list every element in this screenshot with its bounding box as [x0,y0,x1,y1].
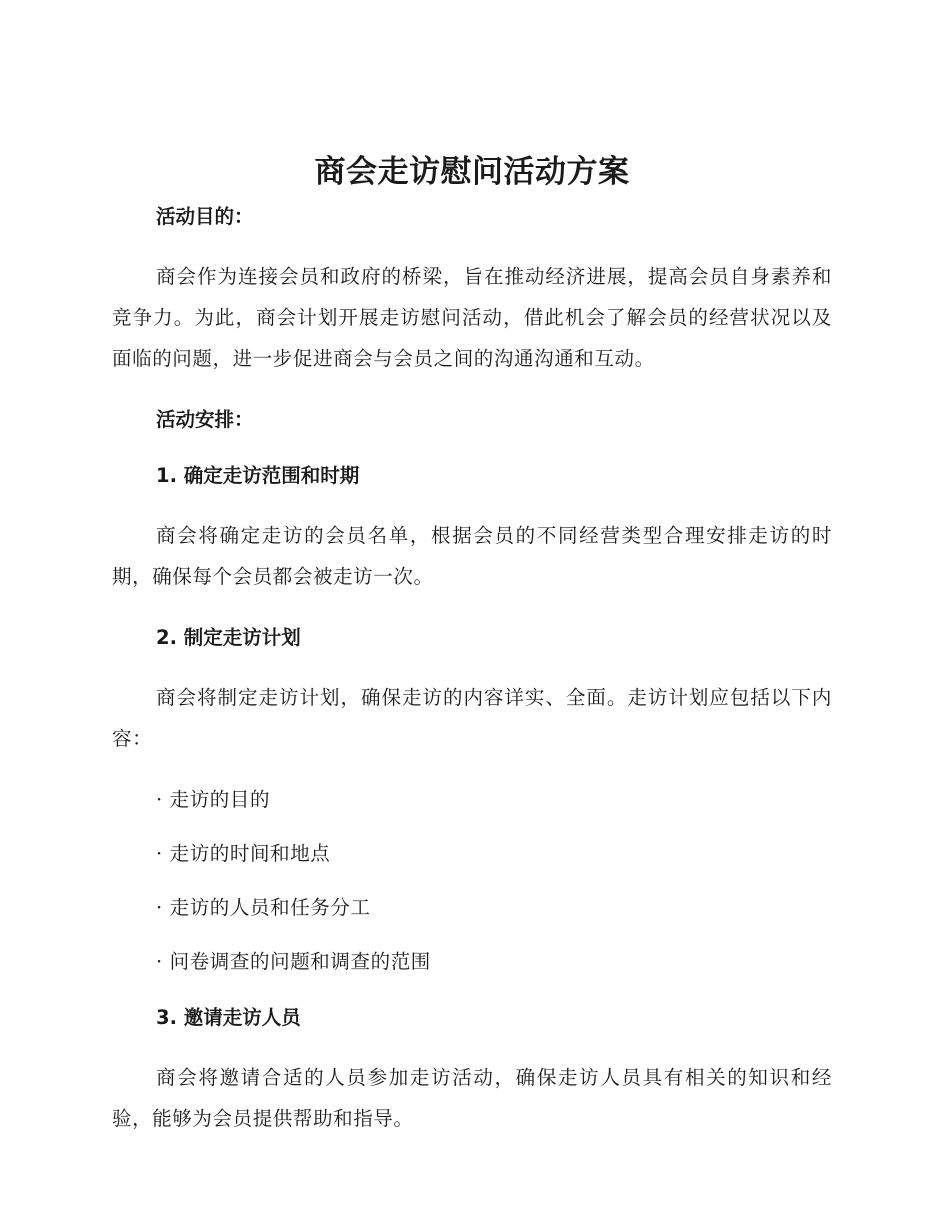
bullet-item: · 走访的人员和任务分工 [156,896,371,919]
document-title: 商会走访慰问活动方案 [314,154,630,190]
bullet-item: · 走访的目的 [156,788,271,811]
step2-paragraph: 商会将制定走访计划，确保走访的内容详实、全面。走访计划应包括以下内容： [112,686,832,750]
step2-heading: 2. 制定走访计划 [156,626,301,649]
step1-paragraph: 商会将确定走访的会员名单，根据会员的不同经营类型合理安排走访的时期，确保每个会员都会被走访一次。 [112,524,832,588]
section-heading-arrangement: 活动安排： [156,408,254,431]
step3-paragraph: 商会将邀请合适的人员参加走访活动，确保走访人员具有相关的知识和经验，能够为会员提供帮助和指导。 [112,1066,832,1130]
purpose-paragraph: 商会作为连接会员和政府的桥梁，旨在推动经济进展，提高会员自身素养和竞争力。为此，商会计划开展走访慰问活动，借此机会了解会员的经营状况以及面临的问题，进一步促进商会与会员之间的沟通沟通和互动。 [112,265,832,370]
step1-heading: 1. 确定走访范围和时期 [156,464,360,487]
document-page [112,150,832,1139]
bullet-item: · 走访的时间和地点 [156,842,331,865]
step3-heading: 3. 邀请走访人员 [156,1006,301,1029]
section-heading-purpose: 活动目的： [156,205,254,228]
bullet-item: · 问卷调查的问题和调查的范围 [156,950,431,973]
